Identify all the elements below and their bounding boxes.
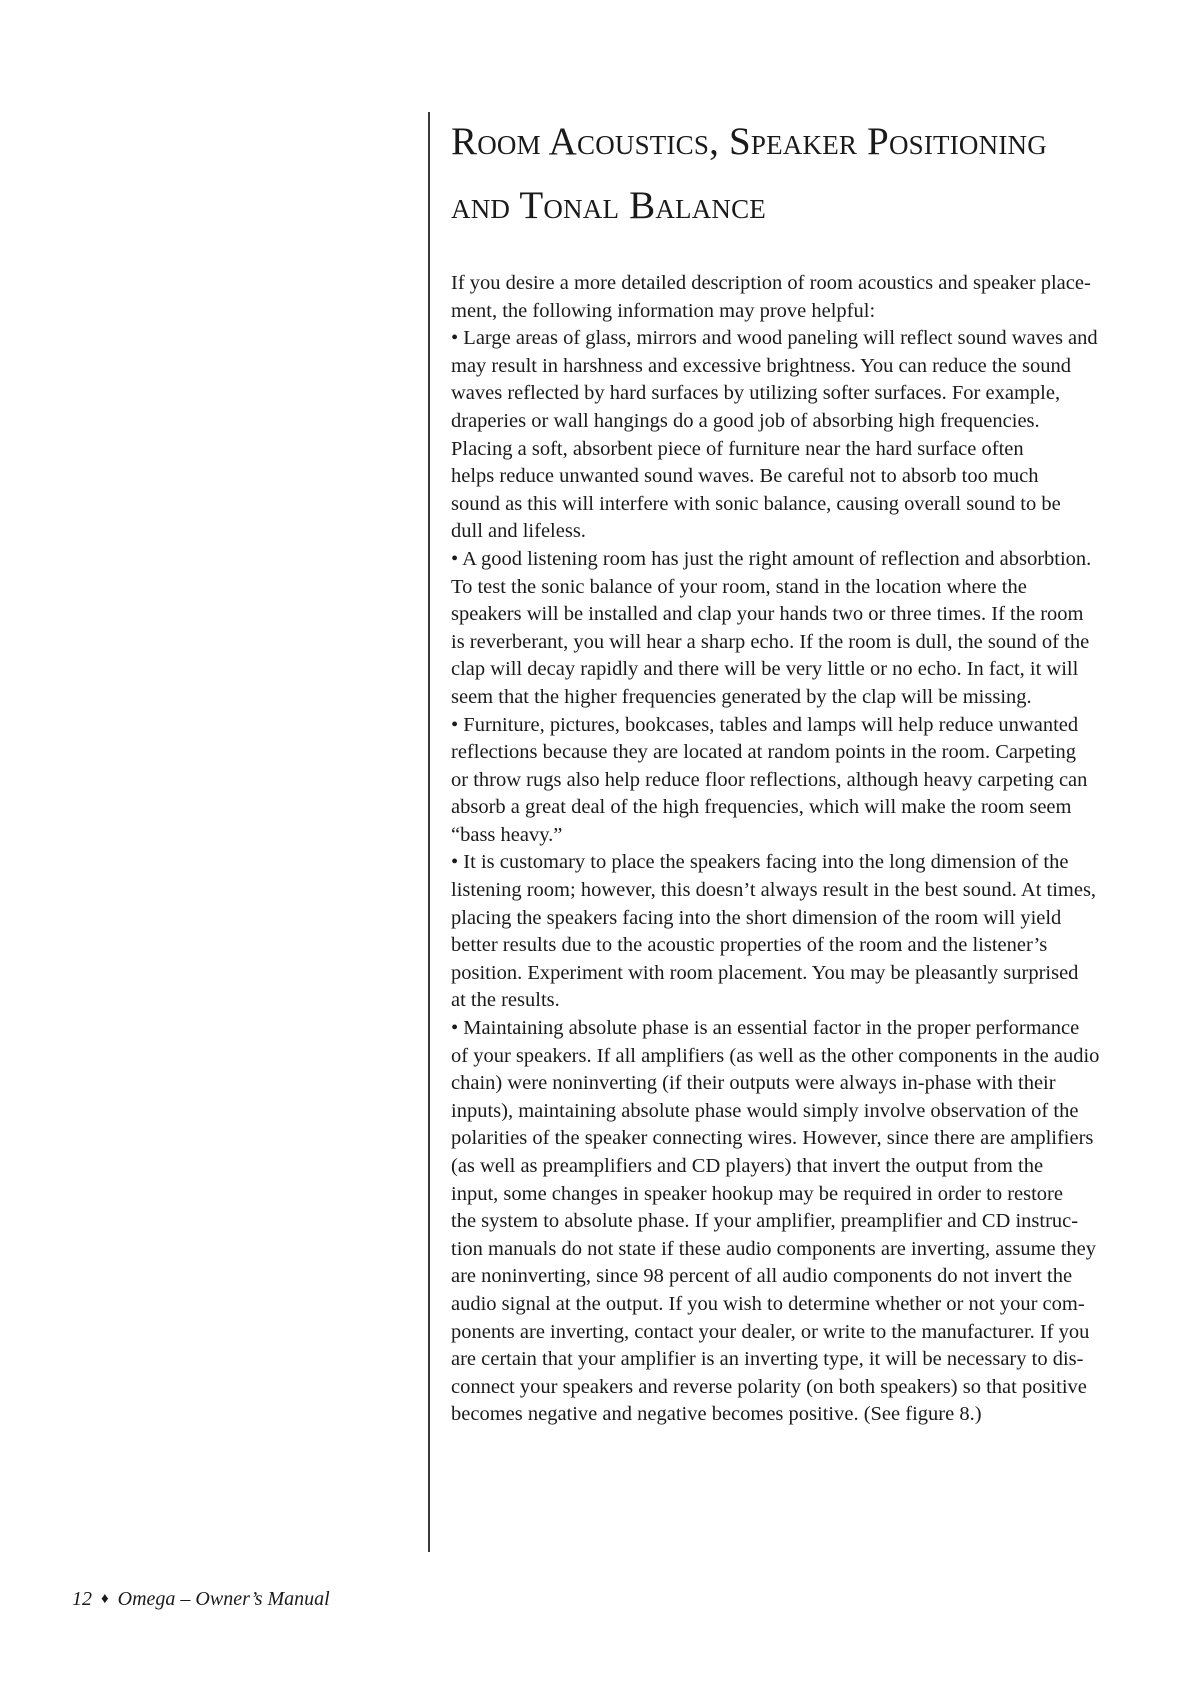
body-line: ment, the following information may prove helpful: — [451, 299, 876, 322]
body-line: becomes negative and negative becomes positive. (See figure 8.) — [451, 1403, 982, 1426]
body-line: polarities of the speaker connecting wires. However, since there are amplifiers — [451, 1127, 1094, 1150]
body-line: “bass heavy.” — [451, 823, 563, 846]
body-text — [451, 270, 1163, 1429]
page-number: 12 — [72, 1588, 92, 1610]
manual-title: Omega – Owner’s Manual — [117, 1588, 330, 1610]
section-title-line-2: and Tonal Balance — [451, 184, 767, 227]
body-line: or throw rugs also help reduce floor reflections, although heavy carpeting can — [451, 768, 1088, 791]
body-line: at the results. — [451, 989, 560, 1012]
body-line: clap will decay rapidly and there will be very little or no echo. In fact, it will — [451, 658, 1079, 681]
body-line: seem that the higher frequencies generated by the clap will be missing. — [451, 685, 1032, 708]
body-line: • Maintaining absolute phase is an essential factor in the proper performance — [451, 1017, 1080, 1040]
body-line: audio signal at the output. If you wish to determine whether or not your com- — [451, 1292, 1085, 1315]
body-line: To test the sonic balance of your room, stand in the location where the — [451, 575, 1027, 598]
page-footer — [72, 1588, 330, 1611]
section-title-line-1: Room Acoustics, Speaker Positioning — [451, 120, 1047, 163]
body-line: ponents are inverting, contact your dealer, or write to the manufacturer. If you — [451, 1320, 1090, 1343]
body-line: If you desire a more detailed description of room acoustics and speaker place- — [451, 272, 1091, 294]
body-line: dull and lifeless. — [451, 520, 586, 543]
body-line: • Furniture, pictures, bookcases, tables and lamps will help reduce unwanted — [451, 713, 1079, 736]
body-line: input, some changes in speaker hookup may be required in order to restore — [451, 1182, 1063, 1205]
body-line: connect your speakers and reverse polarity (on both speakers) so that positive — [451, 1375, 1087, 1398]
body-line: of your speakers. If all amplifiers (as well as the other components in the audio — [451, 1044, 1100, 1067]
body-line: are certain that your amplifier is an inverting type, it will be necessary to dis- — [451, 1348, 1084, 1371]
body-line: may result in harshness and excessive brightness. You can reduce the sound — [451, 354, 1071, 377]
body-line: is reverberant, you will hear a sharp echo. If the room is dull, the sound of the — [451, 630, 1090, 653]
body-line: reflections because they are located at random points in the room. Carpeting — [451, 741, 1077, 764]
body-line: helps reduce unwanted sound waves. Be careful not to absorb too much — [451, 465, 1039, 488]
diamond-separator-icon: ♦ — [101, 1591, 109, 1607]
body-line: • Large areas of glass, mirrors and wood paneling will reflect sound waves and — [451, 327, 1098, 350]
vertical-rule — [428, 112, 430, 1552]
body-line: absorb a great deal of the high frequencies, which will make the room seem — [451, 796, 1072, 819]
body-line: the system to absolute phase. If your amplifier, preamplifier and CD instruc- — [451, 1210, 1079, 1233]
body-line: draperies or wall hangings do a good job of absorbing high frequencies. — [451, 409, 1040, 432]
body-line: • A good listening room has just the right amount of reflection and absorbtion. — [451, 547, 1092, 570]
main-column — [451, 110, 1163, 1429]
body-line: • It is customary to place the speakers facing into the long dimension of the — [451, 851, 1069, 874]
body-line: position. Experiment with room placement. You may be pleasantly surprised — [451, 961, 1079, 984]
body-line: (as well as preamplifiers and CD players) that invert the output from the — [451, 1155, 1044, 1177]
body-line: sound as this will interfere with sonic balance, causing overall sound to be — [451, 492, 1061, 515]
body-line: listening room; however, this doesn’t always result in the best sound. At times, — [451, 879, 1097, 902]
body-line: are noninverting, since 98 percent of all audio components do not invert the — [451, 1265, 1073, 1288]
body-line: Placing a soft, absorbent piece of furniture near the hard surface often — [451, 437, 1024, 460]
body-line: tion manuals do not state if these audio components are inverting, assume they — [451, 1237, 1097, 1260]
body-line: placing the speakers facing into the short dimension of the room will yield — [451, 906, 1062, 929]
body-line: waves reflected by hard surfaces by utilizing softer surfaces. For example, — [451, 382, 1061, 405]
section-title — [451, 110, 1163, 238]
body-line: chain) were noninverting (if their outputs were always in-phase with their — [451, 1072, 1056, 1095]
body-line: better results due to the acoustic properties of the room and the listener’s — [451, 934, 1048, 957]
body-line: speakers will be installed and clap your hands two or three times. If the room — [451, 603, 1084, 626]
body-line: inputs), maintaining absolute phase would simply involve observation of the — [451, 1099, 1079, 1122]
